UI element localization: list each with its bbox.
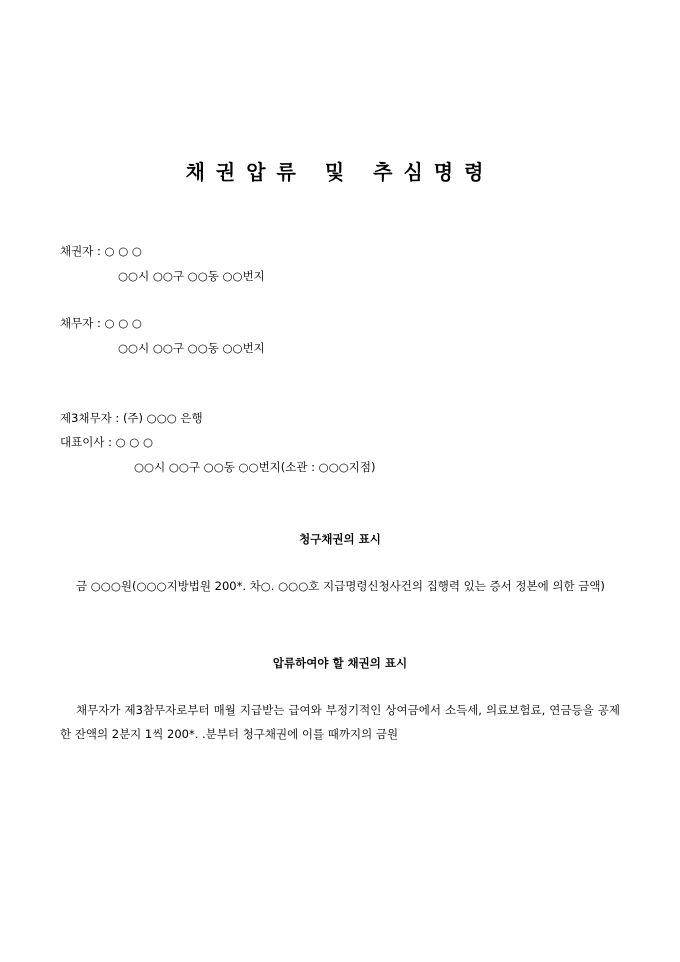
debtor-address: ○○시 ○○구 ○○동 ○○번지 xyxy=(118,341,265,355)
claim-body xyxy=(60,574,620,598)
third-debtor-address: ○○시 ○○구 ○○동 ○○번지(소관 : ○○○지점) xyxy=(134,460,376,474)
seizure-heading: 압류하여야 할 채권의 표시 xyxy=(272,656,408,670)
creditor-line: 채권자 : ○ ○ ○ xyxy=(60,244,142,258)
claim-body-text: 금 ○○○원(○○○지방법원 200*. 차○. ○○○호 지급명령신청사건의 집행력 있는 증서 정본에 의한 금액) xyxy=(76,579,605,593)
document-title: 채권압류 및 추심명령 xyxy=(185,160,495,184)
seizure-body xyxy=(60,698,620,746)
seizure-body-text: 채무자가 제3참무자로부터 매월 지급받는 급여와 부정기적인 상여금에서 소득세, 의료보험료, 연금등을 공제한 잔액의 2분지 1씩 200*. .분부터 청구채권에 이를 때까지의 금원 xyxy=(60,703,620,741)
representative-line: 대표이사 : ○ ○ ○ xyxy=(60,435,154,449)
debtor-line: 채무자 : ○ ○ ○ xyxy=(60,316,142,330)
third-debtor-line: 제3채무자 : (주) ○○○ 은행 xyxy=(60,411,203,425)
claim-heading: 청구채권의 표시 xyxy=(299,532,381,546)
creditor-address: ○○시 ○○구 ○○동 ○○번지 xyxy=(118,269,265,283)
